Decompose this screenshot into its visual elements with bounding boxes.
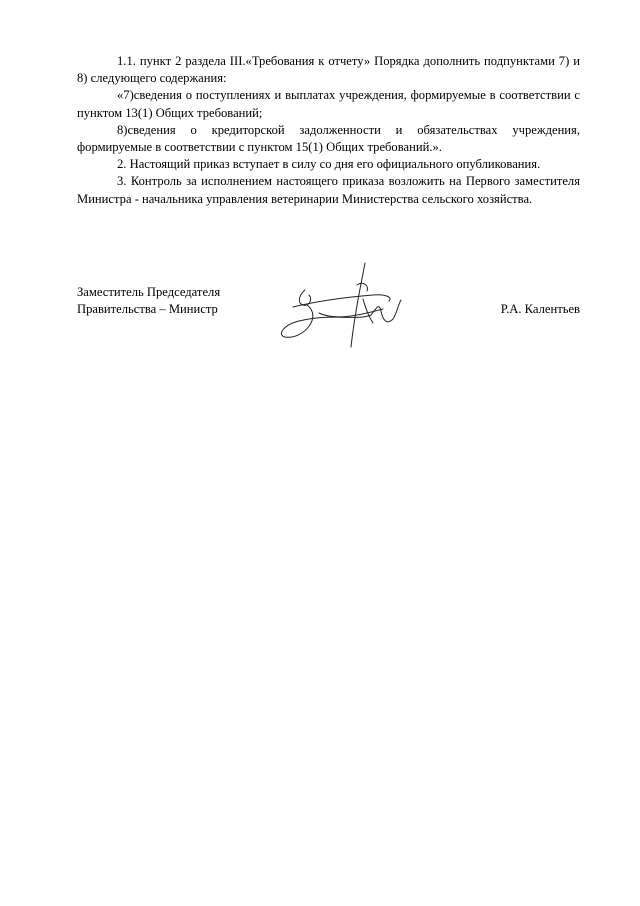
- document-body: [77, 53, 580, 208]
- paragraph-3: 3. Контроль за исполнением настоящего приказа возложить на Первого заместителя Министра - начальника управления ветеринарии Министерства сельского хозяйства.: [77, 174, 580, 206]
- signer-name: Р.А. Калентьев: [500, 302, 580, 316]
- signer-title-line-1: Заместитель Председателя: [77, 285, 221, 299]
- signer-title: [77, 284, 220, 318]
- paragraph-8: 8)сведения о кредиторской задолженности и обязательствах учреждения, формируемые в соответствии с пунктом 15(1) Общих требований.».: [77, 122, 580, 155]
- signer-title-line-2: Правительства – Министр: [77, 302, 218, 317]
- handwritten-signature: [273, 255, 407, 355]
- paragraph-1-1: 1.1. пункт 2 раздела III.«Требования к отчету» Порядка дополнить подпунктами 7) и 8) следующего содержания:: [77, 54, 580, 86]
- paragraph-7: «7)сведения о поступлениях и выплатах учреждения, формируемые в соответствии с пунктом 13(1) Общих требований;: [77, 88, 580, 120]
- paragraph-2: 2. Настоящий приказ вступает в силу со дня его официального опубликования.: [117, 157, 541, 172]
- signature-block: [77, 255, 580, 355]
